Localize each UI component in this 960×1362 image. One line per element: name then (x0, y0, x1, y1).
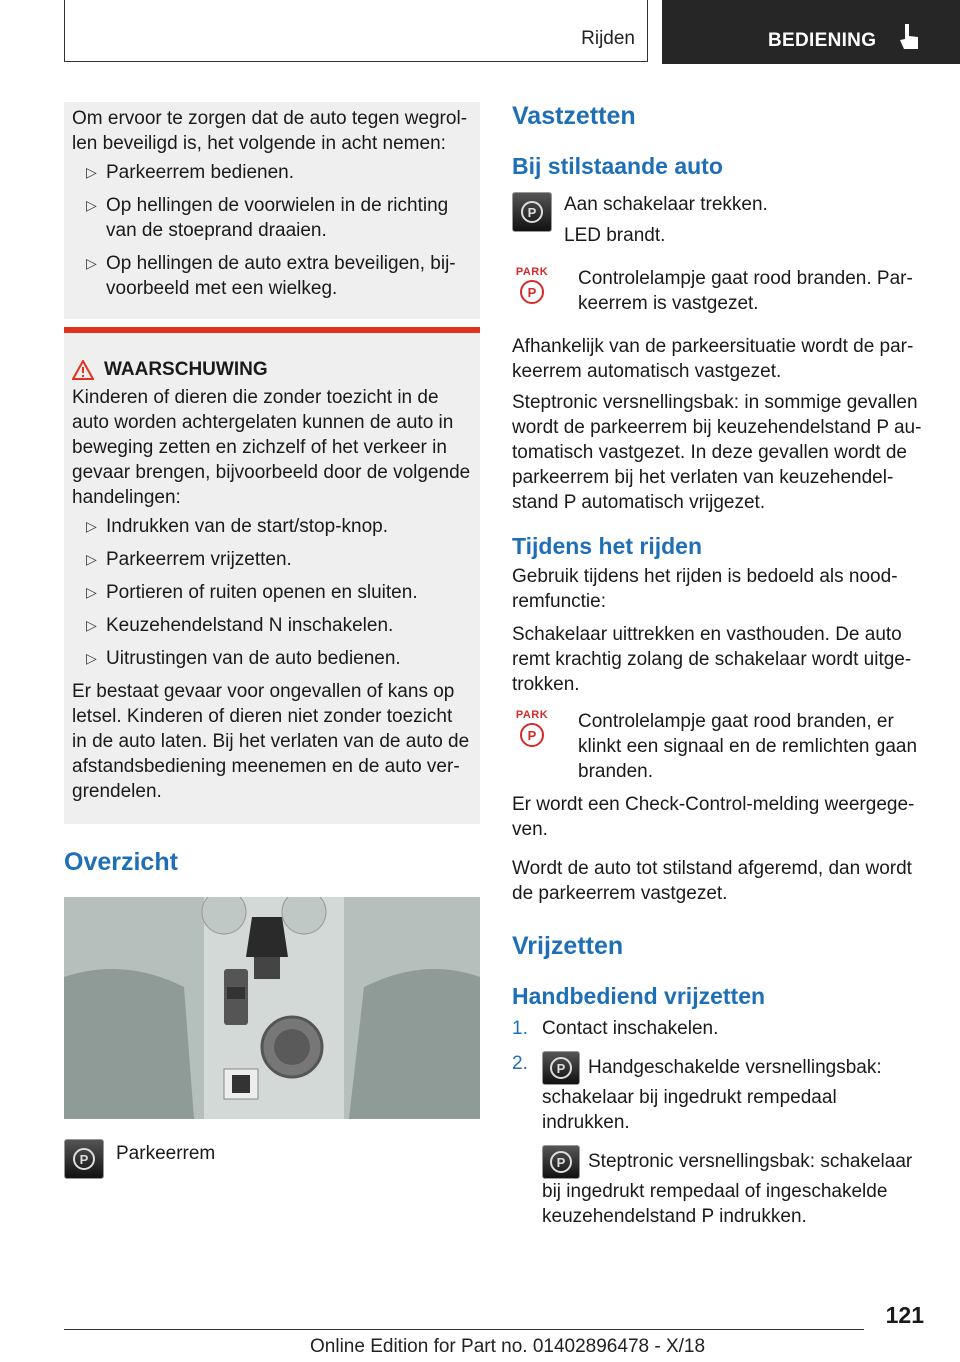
uittrekken-text: Schakelaar uittrekken en vasthouden. De auto remt krachtig zolang de schakelaar wordt uitgetrokken. (512, 624, 912, 695)
warning-triangle-icon (72, 360, 94, 380)
right-column (512, 102, 928, 1229)
handbediend-heading: Handbediend vrijzetten (512, 983, 766, 1009)
parking-brake-button-icon: P (542, 1051, 580, 1085)
left-column (64, 102, 480, 1179)
triangle-bullet-icon: ▷ (86, 617, 97, 633)
triangle-bullet-icon: ▷ (86, 551, 97, 567)
header-chapter-box (64, 0, 648, 62)
lamp-text-2: Controlelampje gaat rood branden, er klinkt een signaal en de remlichten gaan branden. (578, 711, 918, 782)
nood-text: Gebruik tijdens het rijden is bedoeld als noodremfunctie: (512, 566, 898, 612)
intro-note (64, 102, 480, 319)
warning-list (72, 514, 472, 671)
triangle-bullet-icon: ▷ (86, 255, 97, 271)
parking-brake-button-icon: P (512, 192, 552, 232)
pull-text: Aan schakelaar trekken. (564, 194, 768, 215)
console-illustration (64, 897, 480, 1119)
section-title: BEDIENING (768, 30, 877, 51)
park-indicator-icon: PARK P (512, 266, 552, 304)
triangle-bullet-icon: ▷ (86, 164, 97, 180)
rijden-heading: Tijdens het rijden (512, 533, 702, 559)
triangle-bullet-icon: ▷ (86, 650, 97, 666)
overview-heading: Overzicht (64, 848, 178, 876)
vastzetten-heading: Vastzetten (512, 102, 636, 130)
warning-text: Kinderen of dieren die zonder toezicht in de auto worden achtergelaten kunnen de auto in beweging zetten en zichzelf of het verkeer in gevaar brengen, bijvoorbeeld door de volgende handelingen: (72, 387, 471, 508)
footer-divider (64, 1329, 864, 1330)
list-item: ▷ Op hellingen de voorwielen in de richting van de stoeprand draaien. (86, 195, 449, 241)
lamp-text-1: Controlelampje gaat rood branden. Parkeerrem is vastgezet. (578, 268, 913, 314)
check-text: Er wordt een Check-Control-melding weergegeven. (512, 794, 915, 840)
led-text: LED brandt. (564, 225, 666, 246)
parking-brake-button-icon: P (64, 1139, 104, 1179)
steptronic-text: Steptronic versnellingsbak: in sommige gevallen wordt de parkeerrem bij keuzehendelstand P automatisch vastgezet. In deze gevallen wordt de parkeerrem bij het verlaten van keuzehendelstand P automatisch vrijgezet. (512, 392, 922, 513)
indicator-row-1 (512, 266, 928, 316)
warning-box (64, 327, 480, 824)
list-item: ▷ Parkeerrem bedienen. (86, 162, 294, 183)
stilstand-text: Wordt de auto tot stilstand afgeremd, dan wordt de parkeerrem vastgezet. (512, 858, 912, 904)
page-number: 121 (885, 1302, 924, 1328)
list-item: ▷ Uitrustingen van de auto bedienen. (86, 648, 401, 669)
list-item: 1. Contact inschakelen. (512, 1018, 719, 1039)
park-indicator-icon: PARK P (512, 709, 552, 747)
steps-list (512, 1016, 928, 1135)
chapter-title: Rijden (581, 28, 635, 49)
warning-closing: Er bestaat gevaar voor ongevallen of kans op letsel. Kinderen of dieren niet zonder toezicht in de auto laten. Bij het verlaten van de auto de afstandsbediening meenemen en de auto vergrendelen. (72, 681, 470, 802)
stilstaand-heading: Bij stilstaande auto (512, 153, 723, 179)
center-console-photo (64, 897, 480, 1119)
warning-title: WAARSCHUWING (72, 359, 472, 381)
list-item: ▷ Parkeerrem vrijzetten. (86, 549, 292, 570)
list-item: ▷ Keuzehendelstand N inschakelen. (86, 615, 394, 636)
intro-text: Om ervoor te zorgen dat de auto tegen wegrollen beveiligd is, het volgende in acht nemen: (72, 108, 468, 154)
hand-pointer-icon (896, 22, 922, 52)
caption-row (64, 1139, 480, 1179)
triangle-bullet-icon: ▷ (86, 584, 97, 600)
list-item: ▷ Indrukken van de start/stop-knop. (86, 516, 388, 537)
triangle-bullet-icon: ▷ (86, 197, 97, 213)
list-item: ▷ Op hellingen de auto extra beveiligen, bijvoorbeeld met een wielkeg. (86, 253, 456, 299)
indicator-row-2 (512, 709, 928, 784)
vrijzetten-heading: Vrijzetten (512, 932, 624, 960)
triangle-bullet-icon: ▷ (86, 518, 97, 534)
parking-brake-button-icon: P (542, 1145, 580, 1179)
header-section-box (662, 0, 960, 64)
intro-list (72, 160, 472, 301)
photo-caption: Parkeerrem (116, 1143, 216, 1164)
step-2-extra: P Steptronic versnellingsbak: schakelaar bij ingedrukt rempedaal of ingeschakelde keuzehendelstand P indrukken. (512, 1145, 928, 1229)
pull-row (512, 192, 928, 248)
edition-text: Online Edition for Part no. 01402896478 - X/18 (310, 1336, 706, 1357)
auto-text: Afhankelijk van de parkeersituatie wordt de parkeerrem automatisch vastgezet. (512, 336, 914, 382)
list-item: 2. P Handgeschakelde versnellingsbak: schakelaar bij ingedrukt rempedaal indrukken. (512, 1053, 882, 1133)
list-item: ▷ Portieren of ruiten openen en sluiten. (86, 582, 418, 603)
